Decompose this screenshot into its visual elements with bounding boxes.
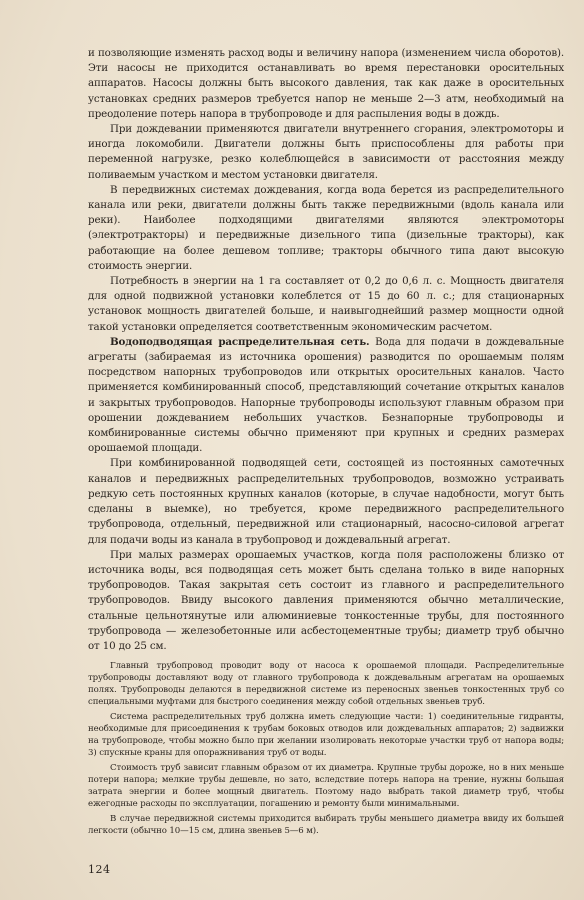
note-pipe-parts: Система распределительных труб должна иметь следующие части: 1) соединительные гидранты, необходимые для присоединения к трубам боковых отводов или дождевальных аппаратов; 2) задвижки на трубопроводе, чтобы можно было при желании изолировать некоторые участки труб от напора воды; 3) спускные краны для опоражнивания труб от воды. [88, 712, 564, 759]
paragraph-combined-network: При комбинированной подводящей сети, состоящей из постоянных самотечных каналов и передвижных распределительных трубопроводов, возможно устраивать редкую сеть постоянных крупных каналов (которые, в случае надобности, могут быть сделаны в выемке), но требуется, кроме передвижного распределительного трубопровода, отдельный, передвижной или стационарный, насосно-силовой агрегат для подачи воды из канала в трубопровод и дождевальный агрегат. [88, 457, 564, 546]
paragraph-mobile-systems: В передвижных системах дождевания, когда вода берется из распределительного канала или реки, двигатели должны быть также передвижными (вдоль канала или реки). Наиболее подходящими двигателями являются электромоторы (электротракторы) и передвижные дизельного типа (дизельные тракторы), как работающие на более дешевом топливе; тракторы обычного типа дают высокую стоимость энергии. [88, 183, 564, 272]
page-number: 124 [88, 863, 111, 876]
small-print-notes [88, 660, 564, 837]
paragraph-distribution-network [88, 335, 564, 457]
paragraph-power-demand: Потребность в энергии на 1 га составляет от 0,2 до 0,6 л. с. Мощность двигателя для одной подвижной установки колеблется от 15 до 60 л. с.; для стационарных установок мощность двигателей больше, и наивыгоднейший размер мощности одной такой установки определяется соответственным экономическим расчетом. [88, 275, 564, 333]
main-text [88, 46, 564, 654]
section-heading-text: Вода для подачи в дождевальные агрегаты (забираемая из источника орошения) разводится по орошаемым полям посредством напорных трубопроводов или открытых оросительных каналов. Часто применяется комбинированный способ, представляющий сочетание открытых каналов и закрытых трубопроводов. Напорные трубопроводы используют главным образом при орошении дождеванием небольших участков. Безнапорные трубопроводы и комбинированные системы обычно применяют при крупных и средних размерах орошаемой площади. [88, 335, 564, 455]
paragraph-small-areas: При малых размерах орошаемых участков, когда поля расположены близко от источника воды, вся подводящая сеть может быть сделана только в виде напорных трубопроводов. Такая закрытая сеть состоит из главного и распределительного трубопроводов. Ввиду высокого давления применяются обычно металлические, стальные цельнотянутые или алюминиевые тонкостенные трубы, для постоянного трубопровода — железобетонные или асбестоцементные трубы; диаметр труб обычно от 10 до 25 см. [88, 548, 564, 652]
note-main-pipeline: Главный трубопровод проводит воду от насоса к орошаемой площади. Распределительные трубопроводы доставляют воду от главного трубопровода к дождевальным агрегатам на орошаемых полях. Трубопроводы делаются в передвижной системе из переносных звеньев тонкостенных труб со специальными муфтами для быстрого соединения между собой отдельных звеньев труб. [88, 661, 564, 708]
page-content [88, 46, 564, 837]
paragraph-engines: При дождевании применяются двигатели внутреннего сгорания, электромоторы и иногда локомобили. Двигатели должны быть приспособлены для работы при переменной нагрузке, резко колеблющейся в зависимости от расстояния между поливаемым участком и местом установки двигателя. [88, 123, 564, 181]
note-pipe-cost: Стоимость труб зависит главным образом от их диаметра. Крупные трубы дороже, но в них меньше потери напора; мелкие трубы дешевле, но зато, вследствие потерь напора на трение, нужны большая затрата энергии и более мощный двигатель. Поэтому надо выбрать такой диаметр труб, чтобы ежегодные расходы по эксплуатации, погашению и ремонту были минимальными. [88, 763, 564, 810]
note-mobile-pipes: В случае передвижной системы приходится выбирать трубы меньшего диаметра ввиду их большей легкости (обычно 10—15 см, длина звеньев 5—6 м). [88, 814, 564, 837]
paragraph-continuation: и позволяющие изменять расход воды и величину напора (изменением числа оборотов). Эти насосы не приходится останавливать во время перестановки оросительных аппаратов. Насосы должны быть высокого давления, так как даже в оросительных установках средних размеров требуется напор не меньше 2—3 атм, необходимый на преодоление потерь напора в трубопроводе и для распыления воды в дождь. [88, 47, 564, 120]
section-heading: Водоподводящая распределительная сеть. [110, 335, 370, 348]
